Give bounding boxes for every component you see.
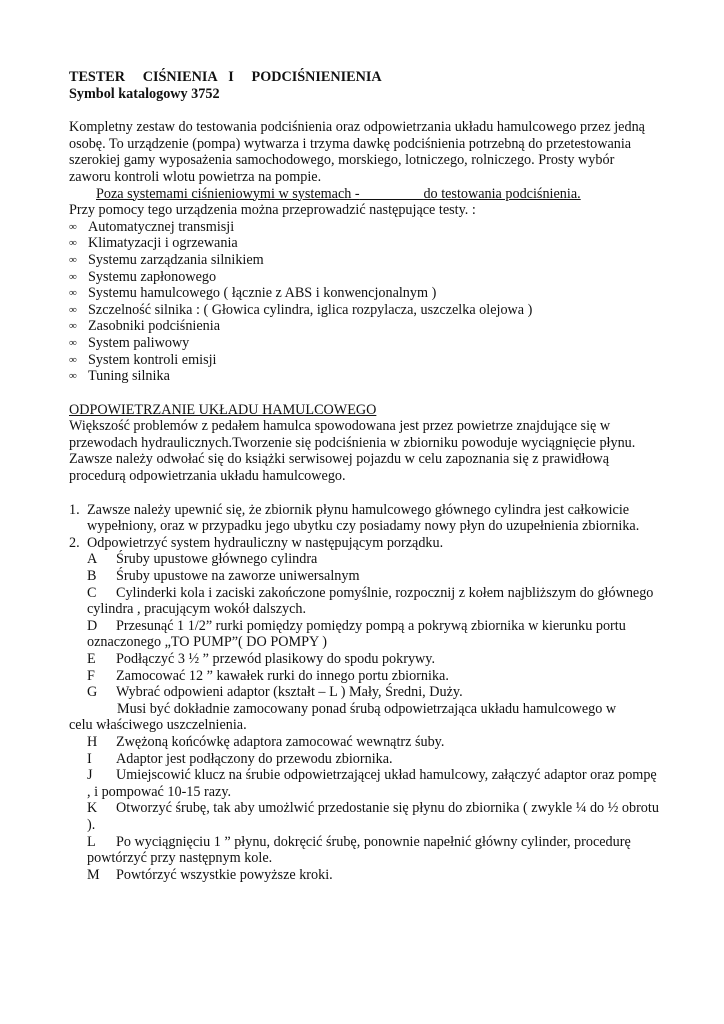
substep-text: Powtórzyć wszystkie powyższe kroki.	[116, 866, 333, 883]
substep-item	[69, 585, 659, 618]
substep-item	[87, 668, 659, 685]
list-item: ∞ System kontroli emisji	[69, 351, 217, 368]
bullet-icon: ∞	[69, 287, 77, 300]
bullet-icon: ∞	[69, 320, 77, 333]
substep-text: Umiejscowić klucz na śrubie odpowietrzającej układ hamulcowy, załączyć adaptor oraz pompę , i pompować 10-15 razy.	[87, 767, 657, 800]
list-item: ∞ Klimatyzacji i ogrzewania	[69, 235, 238, 252]
substep-item	[69, 618, 659, 651]
substep-letter: L	[87, 833, 96, 850]
section-heading: ODPOWIETRZANIE UKŁADU HAMULCOWEGO	[69, 401, 377, 418]
substep-letter: G	[87, 684, 98, 701]
bullet-icon: ∞	[69, 270, 77, 283]
document-content	[69, 69, 659, 883]
substep-letter: J	[87, 767, 93, 784]
list-item: ∞ Systemu hamulcowego ( łącznie z ABS i konwencjonalnym )	[69, 285, 437, 302]
list-item: ∞ Systemu zarządzania silnikiem	[69, 251, 264, 268]
title-word-1: TESTER	[69, 69, 125, 85]
substep-letter: F	[87, 667, 95, 684]
substep-text: Po wyciągnięciu 1 ” płynu, dokręcić śrubę, ponownie napełnić główny cylinder, procedurę powtórzyć przy następnym kole.	[87, 833, 631, 867]
substep-letter: D	[87, 617, 98, 634]
substep-item	[87, 568, 659, 585]
bullet-icon: ∞	[69, 336, 77, 349]
substep-note: Musi być dokładnie zamocowany ponad śrubą odpowietrzająca układu hamulcowego w	[117, 700, 617, 717]
step-number: 2.	[69, 534, 80, 551]
substep-item	[87, 867, 659, 884]
bullet-icon: ∞	[69, 370, 77, 383]
intro-underlined-part-a: Poza systemami ciśnieniowymi w systemach -	[96, 185, 360, 202]
substep-letter: M	[87, 866, 100, 883]
substep-item	[69, 800, 659, 833]
substep-item	[87, 734, 659, 751]
substep-text: Zwężoną końcówkę adaptora zamocować wewnątrz śuby.	[116, 733, 445, 750]
substep-item	[69, 834, 659, 867]
tests-list	[69, 219, 659, 385]
substep-letter: A	[87, 551, 98, 568]
list-item: ∞ Tuning silnika	[69, 368, 170, 385]
step-item	[69, 502, 659, 535]
substep-letter: E	[87, 651, 96, 667]
substep-item	[87, 651, 659, 668]
section-paragraph: Większość problemów z pedałem hamulca spowodowana jest przez powietrze znajdujące się w przewodach hydraulicznych.Tworzenie się podciśnienia w zbiorniku powoduje wyciągnięcie płynu. Zawsze należy odwołać się do książki serwisowej pojazdu w celu zapoznania się z prawidłową procedurą odpowietrzania układu hamulcowego.	[69, 418, 636, 485]
step-item	[69, 535, 659, 552]
step-text: Zawsze należy upewnić się, że zbiornik płynu hamulcowego głównego cylindra jest całkowicie wypełniony, oraz w przypadku jego ubytku czy posiadamy nowy płyn do uzupełnienia zbiornika.	[87, 501, 640, 535]
bullet-icon: ∞	[69, 303, 77, 316]
substep-letter: K	[87, 800, 98, 817]
substep-text: Śruby upustowe na zaworze uniwersalnym	[116, 568, 360, 585]
list-item: ∞ Systemu zapłonowego	[69, 268, 217, 285]
title-word-4: PODCIŚNIENIENIA	[251, 69, 382, 85]
intro-underlined-part-b: do testowania podciśnienia.	[423, 185, 581, 202]
substep-text: Przesunąć 1 1/2” rurki pomiędzy pomiędzy pompą a pokrywą zbiornika w kierunku portu oznaczonego „TO PUMP”( DO POMPY )	[87, 617, 626, 651]
substep-item	[87, 751, 659, 768]
substep-text: Wybrać odpowieni adaptor (kształt – L ) Mały, Średni, Duży.	[116, 684, 463, 701]
bullet-icon: ∞	[69, 237, 77, 250]
document-title	[69, 69, 659, 86]
intro-paragraph: Kompletny zestaw do testowania podciśnienia oraz odpowietrzania układu hamulcowego przez jedną osobę. To urządzenie (pompa) wytwarza i trzyma dawkę podciśnienia potrzebną do przetestowania szerokiej gamy wyposażenia samochodowego, morskiego, lotniczego, rolniczego. Prosty wybór zaworu kontroli wlotu powietrza na pompie.	[69, 119, 645, 185]
intro-underlined-line	[69, 186, 659, 203]
substep-text: Otworzyć śrubę, tak aby umożlwić przedostanie się płynu do zbiornika ( zwykle ¼ do ½ obrotu ).	[87, 800, 659, 833]
substep-list	[69, 551, 659, 883]
list-item: ∞ Automatycznej transmisji	[69, 218, 235, 235]
bullet-icon: ∞	[69, 253, 77, 266]
bullet-icon: ∞	[69, 220, 77, 233]
substep-letter: I	[87, 750, 92, 767]
substep-text: Podłączyć 3 ½ ” przewód plasikowy do spodu pokrywy.	[116, 651, 436, 667]
substep-letter: H	[87, 733, 98, 750]
substep-text: Śruby upustowe głównego cylindra	[116, 551, 318, 568]
step-text: Odpowietrzyć system hydrauliczny w następującym porządku.	[87, 534, 444, 551]
list-item: ∞ System paliwowy	[69, 334, 190, 351]
substep-item	[87, 551, 659, 568]
list-item: ∞ Szczelność silnika : ( Głowica cylindra, iglica rozpylacza, uszczelka olejowa )	[69, 301, 533, 318]
substep-text: Adaptor jest podłączony do przewodu zbiornika.	[116, 750, 393, 767]
catalog-symbol: Symbol katalogowy 3752	[69, 85, 220, 102]
intro-tests-lead: Przy pomocy tego urządzenia można przeprowadzić następujące testy. :	[69, 202, 476, 219]
title-word-2: CIŚNIENIA	[142, 69, 218, 85]
substep-letter: B	[87, 568, 97, 585]
bullet-icon: ∞	[69, 353, 77, 366]
substep-note-cont: celu właściwego uszczelnienia.	[69, 717, 247, 734]
list-item: ∞ Zasobniki podciśnienia	[69, 318, 220, 335]
step-number: 1.	[69, 501, 80, 518]
substep-letter: C	[87, 584, 97, 601]
substep-item	[87, 684, 659, 701]
title-word-3: I	[228, 69, 234, 85]
substep-item	[69, 767, 659, 800]
substep-text: Cylinderki kola i zaciski zakończone pomyślnie, rozpocznij z kołem najbliższym do głównego cylindra , pracującym wokół dalszych.	[87, 584, 654, 618]
substep-text: Zamocować 12 ” kawałek rurki do innego portu zbiornika.	[116, 667, 449, 684]
